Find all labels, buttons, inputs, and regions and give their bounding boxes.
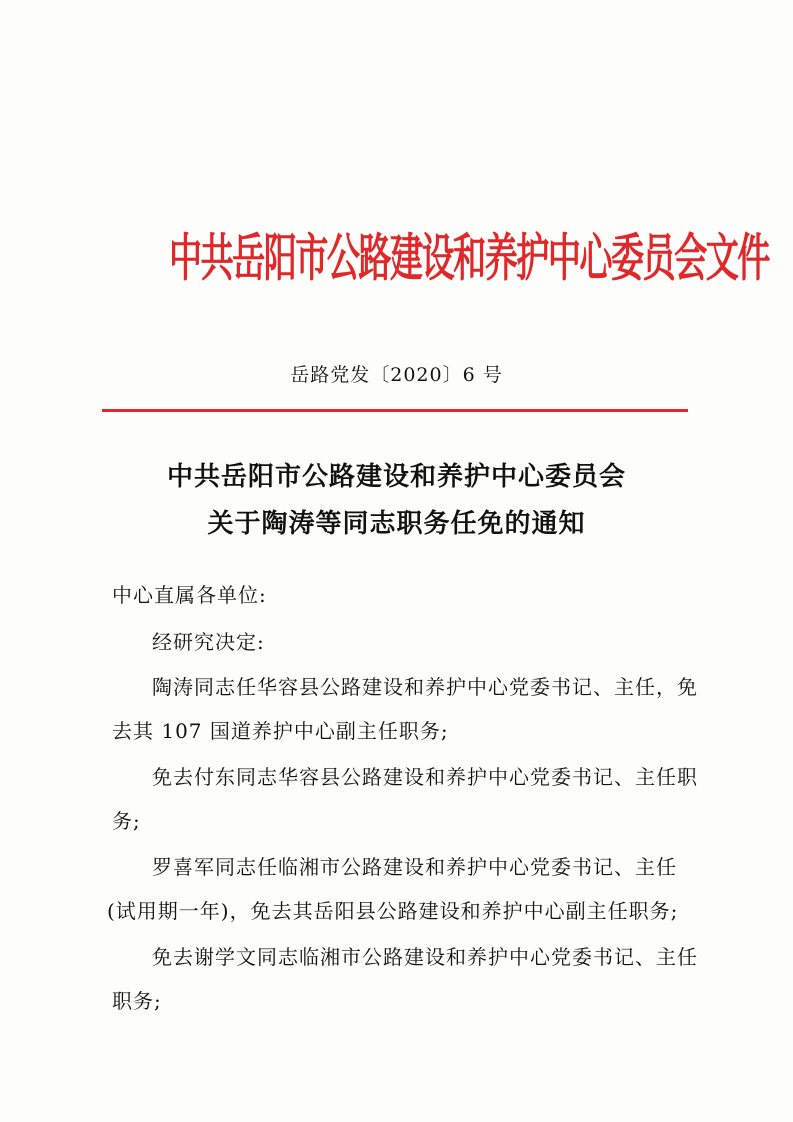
item-4-line-2: 职务; [112, 989, 162, 1013]
item-1-line-1: 陶涛同志任华容县公路建设和养护中心党委书记、主任，免 [152, 675, 698, 699]
item-1-line-2: 去其 107 国道养护中心副主任职务; [112, 719, 449, 743]
red-divider-line [102, 409, 688, 412]
item-2-line-1: 免去付东同志华容县公路建设和养护中心党委书记、主任职 [152, 765, 698, 789]
item-3-line-1: 罗喜军同志任临湘市公路建设和养护中心党委书记、主任 [152, 855, 677, 879]
item-4-line-1: 免去谢学文同志临湘市公路建设和养护中心党委书记、主任 [152, 945, 698, 969]
document-number: 岳路党发〔2020〕6 号 [290, 364, 503, 386]
notice-title-line-1: 中共岳阳市公路建设和养护中心委员会 [166, 462, 626, 492]
intro-text: 经研究决定: [152, 630, 265, 654]
salutation: 中心直属各单位: [112, 583, 267, 607]
item-2-line-2: 务; [112, 809, 141, 833]
org-header-title: 中共岳阳市公路建设和养护中心委员会文件 [169, 229, 769, 289]
notice-title-line-2: 关于陶涛等同志职务任免的通知 [207, 509, 586, 539]
item-3-line-2: (试用期一年)，免去其岳阳县公路建设和养护中心副主任职务; [107, 899, 679, 923]
